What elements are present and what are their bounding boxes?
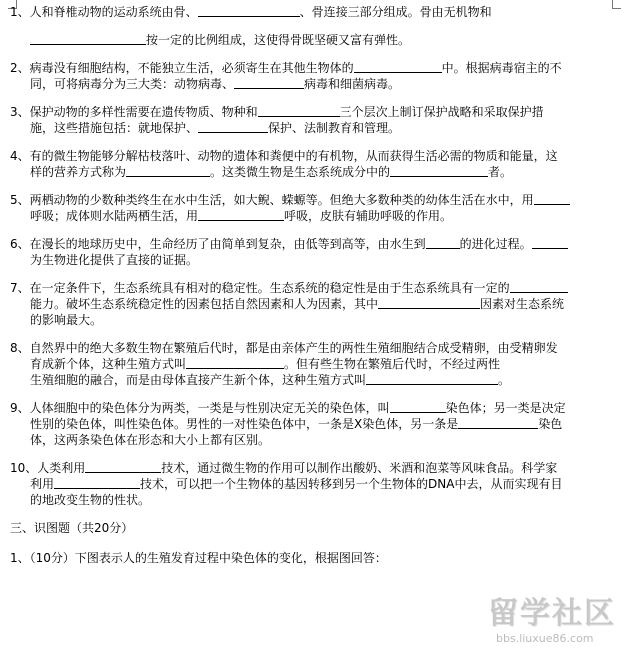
fill-in-blank — [30, 32, 146, 45]
fill-in-blank — [510, 280, 568, 293]
line-text: 3、保护动物的多样性需要在遗传物质、物种和 — [10, 105, 258, 119]
fill-in-blank — [390, 400, 446, 413]
text-line — [0, 519, 628, 537]
line-text: 样的营养方式称为 — [30, 165, 127, 179]
line-text: 体，这两条染色体在形态和大小上都有区别。 — [30, 433, 271, 447]
fill-in-blank — [426, 236, 460, 249]
line-text: 中。根据病毒宿主的不 — [441, 61, 562, 75]
line-text: 育成新个体，这种生殖方式叫 — [30, 357, 187, 371]
text-line — [0, 491, 628, 509]
line-text: 5、两栖动物的少数种类终生在水中生活，如大鲵、蝾螈等。但绝大多数种类的幼体生活在水中，用 — [10, 193, 534, 207]
line-text: 施，这些措施包括：就地保护、 — [30, 121, 199, 135]
line-text: 技术，可以把一个生物体的基因转移到另一个生物体的DNA中去，从而实现有目 — [140, 477, 563, 491]
line-text: 7、在一定条件下，生态系统具有相对的稳定性。生态系统的稳定性是由于生态系统具有一定的 — [10, 281, 510, 295]
line-text: 能力。破坏生态系统稳定性的因素包括自然因素和人为因素，其中 — [30, 297, 379, 311]
fill-in-blank — [378, 296, 480, 309]
fill-in-blank — [186, 356, 284, 369]
fill-in-blank — [390, 164, 488, 177]
line-text: 。这类微生物是生态系统成分中的 — [210, 165, 391, 179]
fill-in-blank — [54, 476, 140, 489]
line-text: 染色 — [538, 417, 563, 431]
line-text: 呼吸；成体则水陆两栖生活，用 — [30, 209, 199, 223]
line-text: 8、自然界中的绝大多数生物在繁殖后代时，都是由亲体产生的两性生殖细胞结合成受精卵，由受精卵发 — [10, 341, 558, 355]
text-line — [0, 207, 628, 225]
line-text: 病毒和细菌病毒。 — [304, 77, 401, 91]
fill-in-blank — [198, 208, 284, 221]
line-text: 2、病毒没有细胞结构，不能独立生活，必须寄生在其他生物体的 — [10, 61, 354, 75]
line-text: 1、人和脊椎动物的运动系统由骨、 — [10, 5, 198, 19]
line-text: 、骨连接三部分组成。骨由无机物和 — [299, 5, 492, 19]
text-line — [0, 311, 628, 329]
line-text: 9、人体细胞中的染色体分为两类，一类是与性别决定无关的染色体，叫 — [10, 401, 390, 415]
watermark-url: bbs.liuxue86.com — [496, 632, 594, 645]
line-text: 三、识图题（共20分） — [10, 521, 134, 535]
line-text: 利用 — [30, 477, 55, 491]
fill-in-blank — [366, 372, 498, 385]
text-line — [0, 251, 628, 269]
text-line — [0, 75, 628, 93]
fill-in-blank — [258, 104, 340, 117]
line-text: 因素对生态系统 — [480, 297, 565, 311]
fill-in-blank — [354, 60, 442, 73]
text-line — [0, 431, 628, 449]
line-text: 保护、法制教育和管理。 — [268, 121, 401, 135]
line-text: 。但有些生物在繁殖后代时，不经过两性 — [284, 357, 501, 371]
line-text: 性别的染色体，叫性染色体。男性的一对性染色体中，一条是X染色体，另一条是 — [30, 417, 459, 431]
line-text: 染色体；另一类是决定 — [445, 401, 566, 415]
line-text: 的地改变生物的性状。 — [30, 493, 151, 507]
line-text: 者。 — [488, 165, 513, 179]
fill-in-blank — [534, 192, 570, 205]
line-text: 技术，通过微生物的作用可以制作出酸奶、米酒和泡菜等风味食品。科学家 — [161, 461, 558, 475]
text-line — [0, 163, 628, 181]
fill-in-blank — [85, 460, 161, 473]
line-text: 的进化过程。 — [459, 237, 532, 251]
line-text: 6、在漫长的地球历史中，生命经历了由简单到复杂，由低等到高等，由水生到 — [10, 237, 426, 251]
text-line — [0, 549, 628, 567]
line-text: 按一定的比例组成，这使得骨既坚硬又富有弹性。 — [146, 33, 411, 47]
text-line — [0, 371, 628, 389]
line-text: 为生物进化提供了直接的证据。 — [30, 253, 199, 267]
text-line — [0, 119, 628, 137]
watermark-brand: 留学社区 — [488, 596, 616, 631]
line-text: 。 — [498, 373, 511, 387]
line-text: 10、人类利用 — [10, 461, 86, 475]
text-line — [0, 31, 628, 49]
fill-in-blank — [234, 76, 304, 89]
fill-in-blank — [532, 236, 568, 249]
line-text: 同，可将病毒分为三大类：动物病毒、 — [30, 77, 235, 91]
text-line — [0, 3, 628, 21]
line-text: 三个层次上制订保护战略和采取保护措 — [339, 105, 544, 119]
watermark-logo — [478, 588, 628, 649]
line-text: 生殖细胞的融合，而是由母体直接产生新个体，这种生殖方式叫 — [30, 373, 367, 387]
line-text: 1、（10分）下图表示人的生殖发育过程中染色体的变化，根据图回答： — [10, 551, 387, 565]
fill-in-blank — [198, 120, 268, 133]
fill-in-blank — [198, 4, 300, 17]
fill-in-blank — [458, 416, 538, 429]
line-text: 的影响最大。 — [30, 313, 103, 327]
fill-in-blank — [126, 164, 210, 177]
line-text: 呼吸，皮肤有辅助呼吸的作用。 — [284, 209, 453, 223]
line-text: 4、有的微生物能够分解枯枝落叶、动物的遗体和粪便中的有机物，从而获得生活必需的物质和能量，这 — [10, 149, 558, 163]
